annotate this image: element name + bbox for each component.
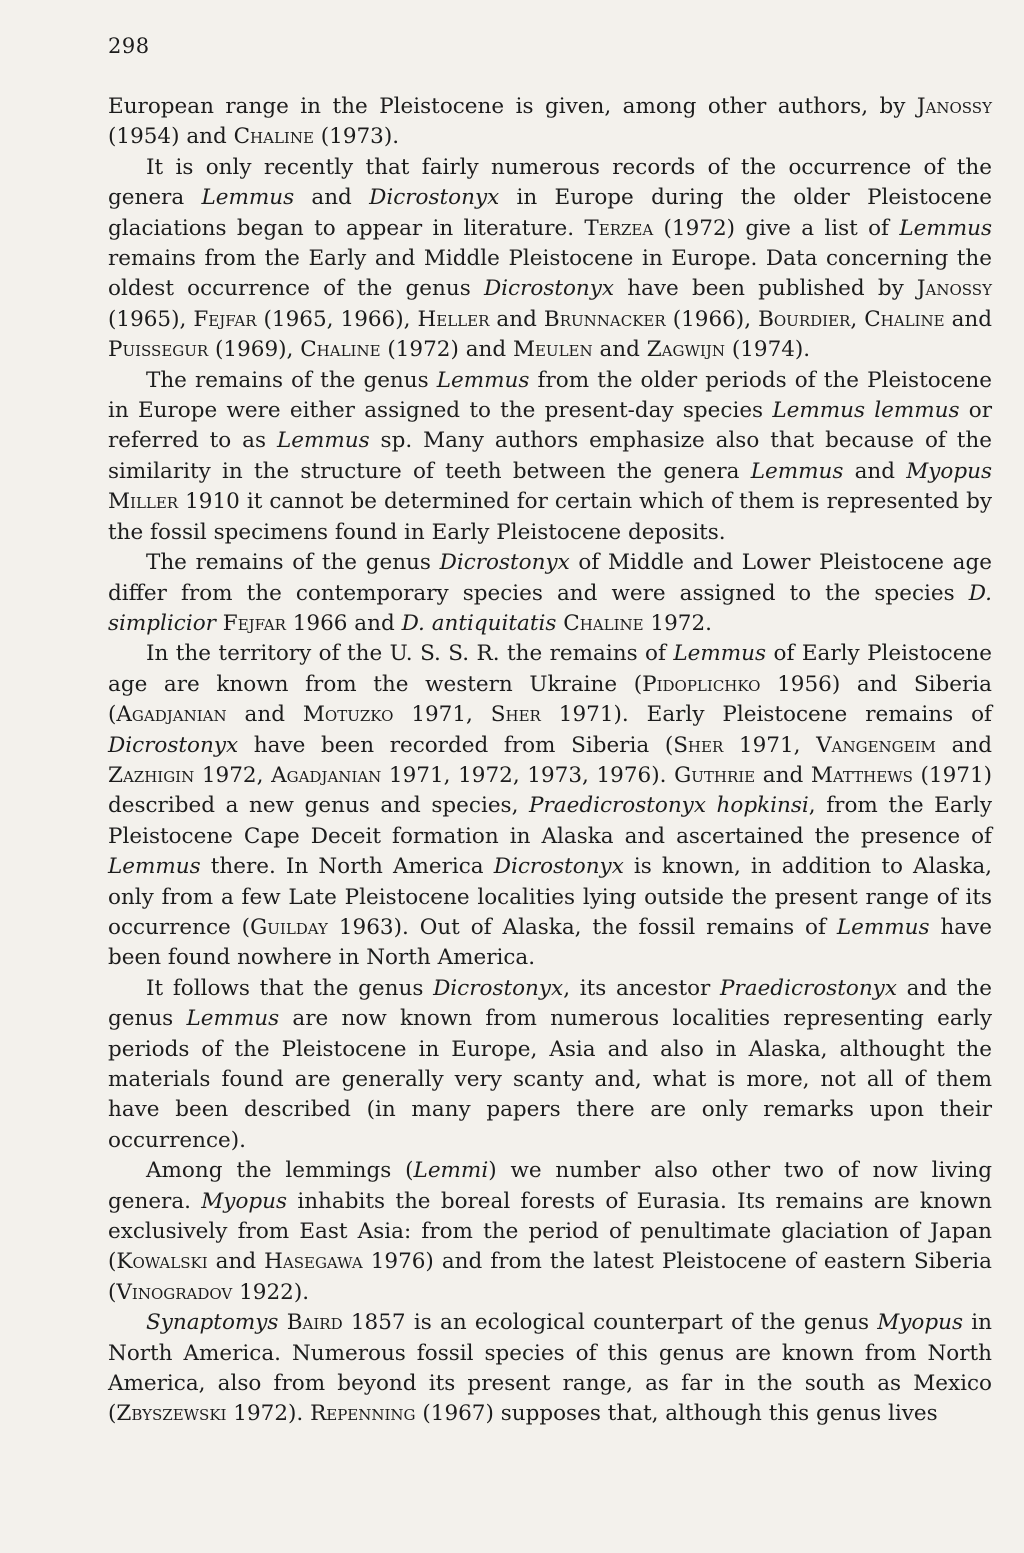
author-name: Chaline <box>300 337 381 363</box>
author-name: Fejfar <box>222 610 286 636</box>
taxon-name: Myopus <box>906 458 992 484</box>
taxon-name: Lemmus <box>750 458 844 484</box>
paragraph-4: The remains of the genus Dicrostonyx of Middle and Lower Pleistocene age differ from the contemporary species and were assigned to the species D. simplicior Fejfar 1966 and D. antiquitatis Chaline 1972. <box>108 550 992 636</box>
author-name: Repenning <box>310 1401 416 1427</box>
author-name: Chaline <box>233 124 314 150</box>
author-name: Meulen <box>512 337 593 363</box>
taxon-name: Praedicrostonyx hopkinsi <box>529 793 809 819</box>
taxon-name: Lemmus <box>673 641 767 667</box>
author-name: Janossy <box>916 276 992 302</box>
taxon-name: Lemmi <box>413 1158 489 1184</box>
paragraph-5: In the territory of the U. S. S. R. the remains of Lemmus of Early Pleistocene age are known from the western Ukraine (Pidoplichko 1956) and Siberia (Agadjanian and Motuzko 1971, Sher 1971). Early Pleistocene remains of Dicrostonyx have been recorded from Siberia (Sher 1971, Vangengeim and Zazhigin 1972, Agadjanian 1971, 1972, 1973, 1976). Guthrie and Matthews (1971) described a new genus and species, Praedicrostonyx hopkinsi, from the Early Pleistocene Cape Deceit formation in Alaska and ascertained the presence of Lemmus there. In North America Dicrostonyx is known, in addition to Alaska, only from a few Late Pleistocene localities lying outside the present range of its occurrence (Guilday 1963). Out of Alaska, the fossil remains of Lemmus have been found nowhere in North America. <box>108 641 993 971</box>
taxon-name: D. simplicior <box>108 580 992 636</box>
author-name: Pidoplichko <box>642 671 761 697</box>
author-name: Sher <box>673 732 724 758</box>
taxon-name: Lemmus lemmus <box>772 398 960 424</box>
author-name: Kowalski <box>116 1249 208 1275</box>
taxon-name: Lemmus <box>108 854 201 880</box>
taxon-name: Praedicrostonyx <box>720 975 897 1001</box>
taxon-name: Dicrostonyx <box>439 550 570 576</box>
taxon-name: Dicrostonyx <box>483 276 615 302</box>
author-name: Baird <box>286 1310 343 1336</box>
author-name: Puissegur <box>108 337 209 363</box>
author-name: Chaline <box>864 306 945 332</box>
taxon-name: Dicrostonyx <box>369 185 500 211</box>
taxon-name: Myopus <box>877 1310 964 1336</box>
author-name: Guthrie <box>674 762 756 788</box>
author-name: Vinogradov <box>116 1279 233 1305</box>
author-name: Hasegawa <box>264 1249 363 1275</box>
taxon-name: Lemmus <box>899 215 992 241</box>
taxon-name: D. antiquitatis <box>401 610 557 636</box>
paragraph-8: Synaptomys Baird 1857 is an ecological counterpart of the genus Myopus in North America. Numerous fossil species of this genus are known from North America, also from beyond its present range, as far in the south as Mexico (Zbyszewski 1972). Repenning (1967) supposes that, although this genus lives <box>108 1310 992 1427</box>
author-name: Zbyszewski <box>116 1401 227 1427</box>
author-name: Miller <box>108 489 179 515</box>
taxon-name: Dicrostonyx <box>108 732 239 758</box>
author-name: Fejfar <box>193 306 257 332</box>
author-name: Matthews <box>810 762 913 788</box>
author-name: Guilday <box>250 914 328 940</box>
taxon-name: Dicrostonyx <box>433 975 564 1001</box>
author-name: Terzea <box>584 215 654 241</box>
author-name: Agadjanian <box>271 762 382 788</box>
author-name: Bourdier <box>758 306 851 332</box>
taxon-name: Lemmus <box>201 185 295 211</box>
author-name: Agadjanian <box>116 702 227 728</box>
taxon-name: Lemmus <box>276 428 370 454</box>
taxon-name: Dicrostonyx <box>493 854 624 880</box>
taxon-name: Lemmus <box>836 914 930 940</box>
paragraph-3: The remains of the genus Lemmus from the older periods of the Pleistocene in Europe were either assigned to the present-day species Lemmus lemmus or referred to as Lemmus sp. Many authors emphasize also that because of the similarity in the structure of teeth between the genera Lemmus and Myopus Miller 1910 it cannot be determined for certain which of them is represented by the fossil specimens found in Early Pleistocene deposits. <box>108 367 992 545</box>
author-name: Brunnacker <box>543 306 666 332</box>
author-name: Chaline <box>563 610 644 636</box>
paragraph-1: European range in the Pleistocene is given, among other authors, by Janossy (1954) and Chaline (1973). <box>108 94 992 150</box>
taxon-name: Myopus <box>201 1188 288 1214</box>
paragraph-6: It follows that the genus Dicrostonyx, its ancestor Praedicrostonyx and the genus Lemmus are now known from numerous localities representing early periods of the Pleistocene in Europe, Asia and also in Alaska, althought the materials found are generally very scanty and, what is more, not all of them have been described (in many papers there are only remarks upon their occurrence). <box>108 975 992 1153</box>
author-name: Zazhigin <box>108 762 195 788</box>
taxon-name: Synaptomys <box>146 1310 279 1336</box>
author-name: Vangengeim <box>816 732 936 758</box>
author-name: Zagwijn <box>646 337 725 363</box>
author-name: Motuzko <box>302 702 394 728</box>
taxon-name: Lemmus <box>186 1006 280 1032</box>
author-name: Sher <box>490 702 541 728</box>
taxon-name: Lemmus <box>436 367 530 393</box>
paragraph-2: It is only recently that fairly numerous records of the occurrence of the genera Lemmus and Dicrostonyx in Europe during the older Pleistocene glaciations began to appear in literature. Terzea (1972) give a list of Lemmus remains from the Early and Middle Pleistocene in Europe. Data concerning the oldest occurrence of the genus Dicrostonyx have been published by Janossy (1965), Fejfar (1965, 1966), Heller and Brunnacker (1966), Bourdier, Chaline and Puissegur (1969), Chaline (1972) and Meulen and Zagwijn (1974). <box>108 154 993 363</box>
body-text <box>108 92 992 1430</box>
page-number: 298 <box>108 34 150 58</box>
author-name: Janossy <box>916 94 992 119</box>
author-name: Heller <box>417 306 490 332</box>
paragraph-7: Among the lemmings (Lemmi) we number also other two of now living genera. Myopus inhabits the boreal forests of Eurasia. Its remains are known exclusively from East Asia: from the period of penultimate glaciation of Japan (Kowalski and Hasegawa 1976) and from the latest Pleistocene of eastern Siberia (Vinogradov 1922). <box>108 1158 993 1305</box>
